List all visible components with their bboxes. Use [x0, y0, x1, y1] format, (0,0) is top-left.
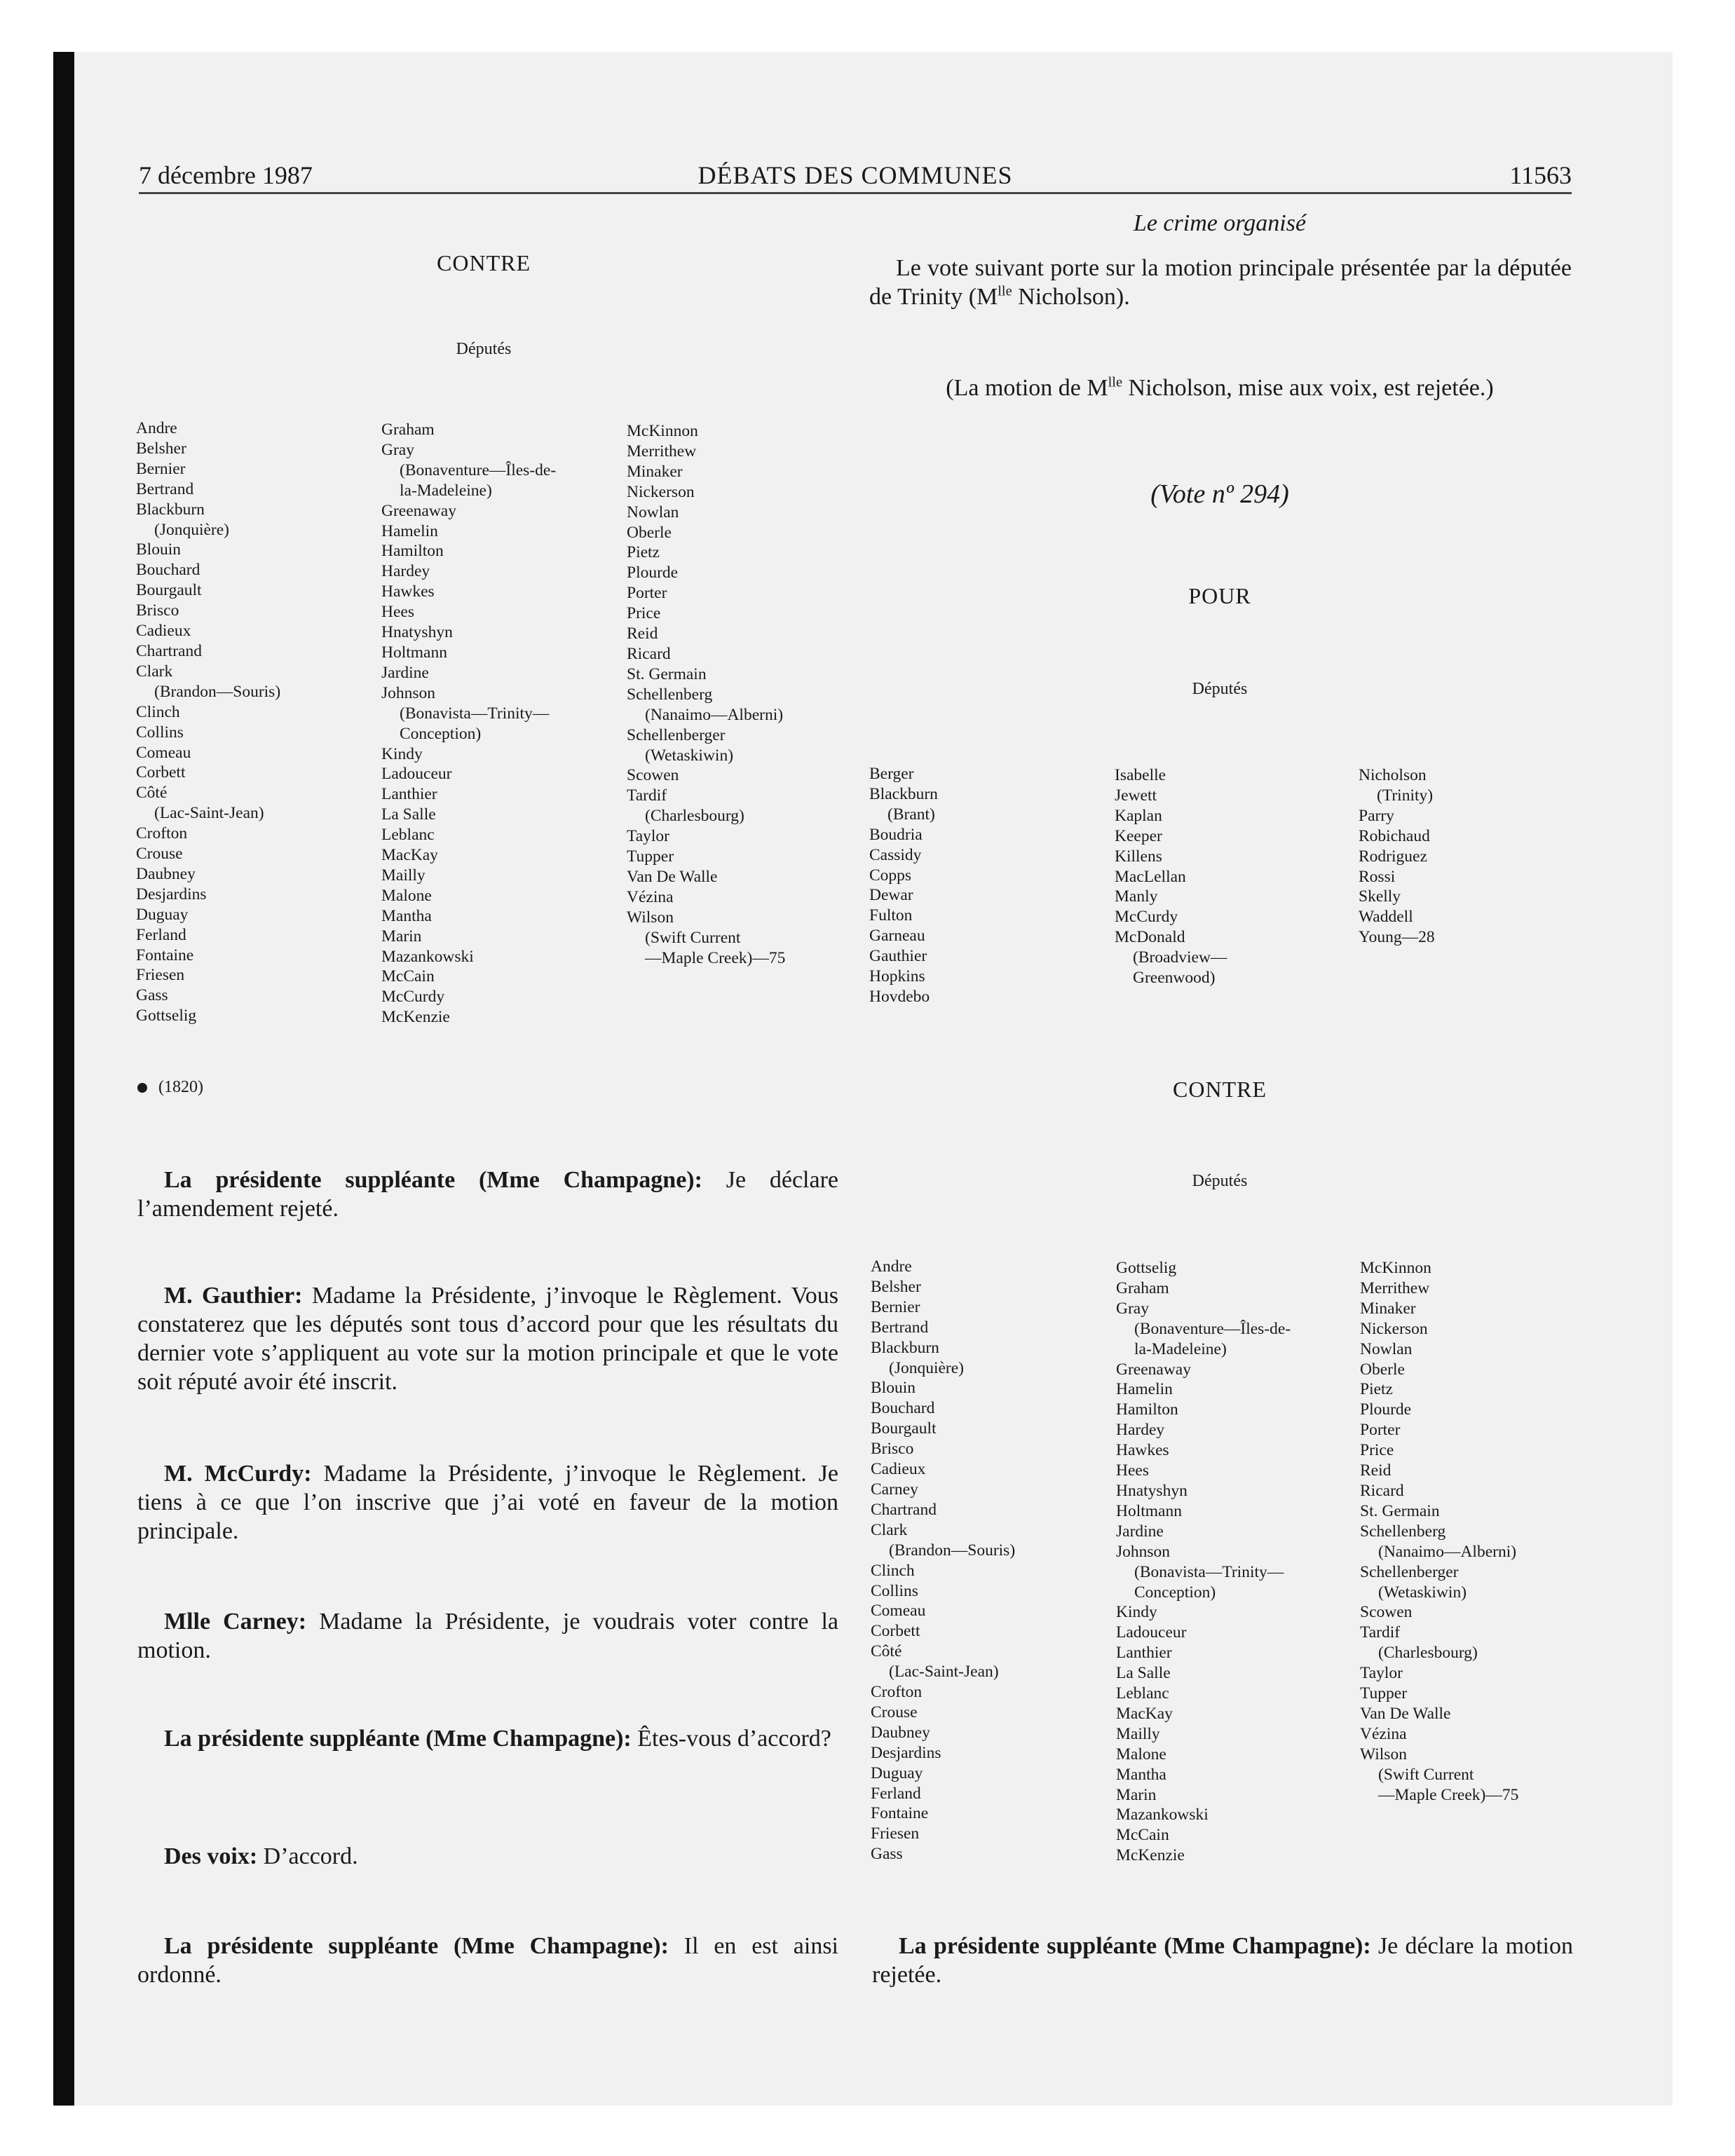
member-name: Fulton	[869, 906, 913, 925]
speech-paragraph	[137, 1459, 838, 1546]
member-name: Andre	[871, 1257, 912, 1276]
member-name: Belsher	[136, 439, 186, 458]
member-name: Gray	[1116, 1299, 1149, 1318]
speech-text: Madame la Présidente, j’invoque le Règlement. Vous constaterez que les députés sont tous d’accord pour que les résultats du dernier vote s’appliquent au vote sur la motion principale et que le vote soit réputé avoir été inscrit.	[137, 1283, 838, 1395]
left-contre-col-3	[627, 421, 785, 968]
member-name: Blouin	[136, 540, 181, 559]
member-name: Hopkins	[869, 967, 925, 986]
member-name: Manly	[1115, 887, 1158, 906]
member-name: Hamelin	[381, 521, 438, 540]
speaker: La présidente suppléante (Mme Champagne):	[899, 1933, 1371, 1959]
member-name: la-Madeleine)	[1134, 1339, 1227, 1358]
member-name: Minaker	[627, 462, 683, 481]
member-name: Graham	[381, 421, 435, 439]
member-name: Scowen	[627, 766, 679, 785]
member-name: McDonald	[1115, 928, 1185, 947]
member-name: Oberle	[1360, 1360, 1405, 1379]
member-name: Clinch	[136, 702, 180, 721]
speech-paragraph	[137, 1607, 838, 1665]
member-name: Mazankowski	[381, 947, 474, 966]
member-name: Mantha	[381, 906, 432, 925]
member-name: McCain	[1116, 1826, 1169, 1845]
speaker: Mlle Carney:	[164, 1609, 307, 1635]
member-name: Parry	[1359, 806, 1394, 825]
member-name: Cadieux	[136, 622, 191, 641]
member-name: Taylor	[1360, 1664, 1403, 1683]
member-name: Greenaway	[1116, 1360, 1191, 1379]
member-name: Côté	[871, 1642, 902, 1661]
member-name: Young—28	[1359, 928, 1435, 947]
member-name: Kindy	[381, 744, 423, 763]
member-name: Ladouceur	[381, 765, 452, 784]
member-name: Mantha	[1116, 1765, 1166, 1784]
member-name: Kaplan	[1115, 806, 1162, 825]
member-name: (Jonquière)	[889, 1358, 965, 1377]
member-name: Desjardins	[871, 1743, 941, 1762]
member-name: Graham	[1116, 1278, 1169, 1297]
member-name: Gray	[381, 440, 414, 459]
member-name: Hamelin	[1116, 1380, 1173, 1399]
member-name: Holtmann	[381, 643, 447, 662]
left-contre-heading: CONTRE	[437, 250, 531, 275]
member-name: Leblanc	[381, 826, 435, 845]
member-name: Malone	[381, 886, 432, 905]
right-contre-deputes-heading: Députés	[1192, 1172, 1248, 1190]
header-date: 7 décembre 1987	[139, 161, 313, 189]
vote-intro-text: Le vote suivant porte sur la motion principale présentée par la députée de Trinity (M	[869, 255, 1572, 310]
speaker: M. Gauthier:	[164, 1283, 303, 1309]
member-name: Corbett	[136, 763, 186, 782]
member-name: Merrithew	[1360, 1278, 1430, 1297]
member-name: Leblanc	[1116, 1684, 1169, 1703]
member-name: La Salle	[1116, 1664, 1171, 1683]
header-title: DÉBATS DES COMMUNES	[698, 161, 1013, 189]
member-name: (Jonquière)	[154, 520, 230, 539]
time-marker	[137, 1078, 203, 1097]
member-name: Waddell	[1359, 908, 1413, 927]
member-name: Porter	[627, 584, 667, 603]
speech-paragraph	[872, 1932, 1573, 1989]
member-name: Gass	[871, 1845, 903, 1864]
member-name: Bourgault	[871, 1419, 937, 1438]
member-name: Blackburn	[871, 1338, 939, 1357]
member-name: Lanthier	[1116, 1644, 1172, 1663]
member-name: Friesen	[136, 966, 185, 985]
header-page-number: 11563	[1509, 161, 1572, 189]
pour-col-3	[1359, 765, 1435, 948]
speech-paragraph	[137, 1724, 838, 1753]
vote-intro	[869, 254, 1572, 311]
member-name: (Bonavista—Trinity—	[400, 704, 550, 723]
member-name: Hawkes	[381, 582, 435, 601]
speech-text: Je déclare la motion rejetée.	[872, 1933, 1573, 1988]
member-name: Côté	[136, 784, 168, 803]
speech-text: Madame la Présidente, j’invoque le Règlement. Je tiens à ce que l’on inscrive que j’ai voté en faveur de la motion principale.	[137, 1461, 838, 1544]
speech-text: Je déclare l’amendement rejeté.	[137, 1167, 838, 1222]
member-name: Daubney	[871, 1723, 930, 1742]
member-name: Isabelle	[1115, 766, 1166, 784]
member-name: Minaker	[1360, 1299, 1416, 1318]
time-marker-text: (1820)	[158, 1078, 203, 1096]
member-name: Rossi	[1359, 867, 1396, 886]
member-name: Hnatyshyn	[1116, 1481, 1188, 1500]
member-name: Desjardins	[136, 885, 207, 903]
member-name: McKenzie	[1116, 1846, 1185, 1865]
member-name: la-Madeleine)	[400, 481, 492, 500]
member-name: Blackburn	[136, 500, 205, 519]
vote-result-text: (La motion de M	[946, 375, 1108, 401]
member-name: Porter	[1360, 1421, 1401, 1440]
member-name: Skelly	[1359, 887, 1401, 906]
member-name: Johnson	[381, 683, 436, 702]
member-name: McCurdy	[381, 988, 445, 1007]
member-name: (Bonaventure—Îles-de-	[1134, 1319, 1291, 1338]
member-name: Crouse	[136, 845, 183, 864]
member-name: Hamilton	[381, 542, 444, 561]
pour-col-1	[869, 764, 938, 1007]
member-name: Hees	[381, 603, 414, 622]
member-name: Hardey	[1116, 1421, 1165, 1440]
member-name: Gass	[136, 986, 168, 1005]
member-name: Bouchard	[871, 1399, 935, 1418]
member-name: Carney	[871, 1480, 918, 1499]
member-name: Greenaway	[381, 501, 456, 520]
member-name: Merrithew	[627, 442, 697, 460]
member-name: (Lac-Saint-Jean)	[154, 804, 264, 823]
member-name: Gottselig	[136, 1007, 197, 1025]
right-contre-heading: CONTRE	[1173, 1077, 1267, 1102]
member-name: Tupper	[627, 847, 674, 866]
member-name: Comeau	[871, 1602, 926, 1621]
member-name: Cadieux	[871, 1460, 926, 1479]
member-name: Mailly	[1116, 1724, 1160, 1743]
member-name: Jewett	[1115, 786, 1157, 805]
member-name: (Brant)	[887, 805, 935, 824]
member-name: Fontaine	[136, 946, 194, 964]
right-contre-col-1	[871, 1257, 1015, 1864]
vote-result-text-end: Nicholson, mise aux voix, est rejetée.)	[1122, 375, 1494, 401]
member-name: Malone	[1116, 1745, 1166, 1763]
member-name: Mazankowski	[1116, 1806, 1209, 1824]
member-name: Bertrand	[871, 1318, 929, 1337]
member-name: Oberle	[627, 523, 672, 542]
member-name: Brisco	[871, 1440, 914, 1459]
member-name: (Wetaskiwin)	[645, 746, 734, 765]
member-name: Collins	[136, 723, 184, 742]
speech-paragraph	[137, 1281, 838, 1396]
pour-heading: POUR	[1188, 583, 1251, 608]
member-name: Taylor	[627, 827, 669, 846]
member-name: La Salle	[381, 805, 436, 824]
speech-text: D’accord.	[257, 1843, 358, 1869]
member-name: Ferland	[136, 925, 186, 944]
member-name: St. Germain	[1360, 1501, 1440, 1520]
member-name: Andre	[136, 419, 177, 437]
member-name: Greenwood)	[1133, 969, 1216, 988]
member-name: Chartrand	[871, 1500, 937, 1519]
member-name: McKinnon	[627, 422, 698, 440]
member-name: Price	[627, 604, 661, 623]
member-name: Clark	[136, 662, 173, 681]
speech-paragraph	[137, 1842, 838, 1871]
member-name: (Brandon—Souris)	[889, 1541, 1016, 1560]
member-name: Reid	[1360, 1461, 1392, 1480]
member-name: Killens	[1115, 847, 1162, 866]
member-name: (Wetaskiwin)	[1378, 1583, 1467, 1602]
member-name: Tardif	[1360, 1623, 1401, 1642]
member-name: Bourgault	[136, 581, 202, 600]
member-name: Conception)	[400, 724, 482, 743]
member-name: McKinnon	[1360, 1259, 1431, 1277]
vote-number: (Vote nº 294)	[1150, 479, 1289, 509]
speech-paragraph	[137, 1932, 838, 1989]
member-name: Comeau	[136, 743, 191, 762]
member-name: Hees	[1116, 1461, 1149, 1480]
member-name: Clinch	[871, 1561, 915, 1580]
member-name: Hawkes	[1116, 1441, 1169, 1460]
vote-result-sup: lle	[1108, 374, 1123, 390]
member-name: Plourde	[627, 564, 679, 582]
member-name: Johnson	[1116, 1542, 1171, 1561]
member-name: Hardey	[381, 562, 430, 581]
left-contre-col-1	[136, 418, 280, 1026]
member-name: Pietz	[1360, 1380, 1393, 1399]
member-name: Hnatyshyn	[381, 623, 453, 642]
member-name: Jardine	[1116, 1522, 1164, 1541]
right-contre-col-2	[1116, 1258, 1291, 1866]
member-name: Pietz	[627, 543, 660, 562]
member-name: (Lac-Saint-Jean)	[889, 1663, 999, 1681]
speech-text: Il en est ainsi ordonné.	[137, 1933, 838, 1988]
vote-result	[869, 375, 1570, 402]
member-name: Blouin	[871, 1379, 916, 1398]
member-name: —Maple Creek)—75	[1378, 1785, 1519, 1804]
speaker: Des voix:	[164, 1843, 258, 1869]
right-contre-col-3	[1360, 1258, 1518, 1805]
member-name: Schellenberger	[1360, 1562, 1459, 1581]
member-name: McCain	[381, 967, 435, 986]
member-name: Marin	[1116, 1785, 1157, 1804]
speaker: M. McCurdy:	[164, 1461, 312, 1487]
member-name: Crouse	[871, 1703, 918, 1721]
member-name: Keeper	[1115, 826, 1162, 845]
member-name: Jardine	[381, 663, 429, 682]
member-name: Daubney	[136, 864, 196, 883]
member-name: Clark	[871, 1520, 908, 1539]
member-name: Dewar	[869, 886, 913, 905]
member-name: MacKay	[1116, 1704, 1173, 1723]
member-name: Nowlan	[1360, 1339, 1413, 1358]
member-name: (Bonaventure—Îles-de-	[400, 460, 557, 479]
page-header	[139, 160, 1572, 194]
member-name: —Maple Creek)—75	[645, 948, 786, 967]
member-name: Bernier	[871, 1297, 920, 1316]
member-name: Berger	[869, 765, 914, 783]
member-name: Schellenberger	[627, 725, 726, 744]
vote-intro-text-end: Nicholson).	[1012, 284, 1130, 310]
member-name: Hamilton	[1116, 1400, 1178, 1419]
member-name: (Nanaimo—Alberni)	[1378, 1542, 1517, 1561]
member-name: Schellenberg	[1360, 1522, 1446, 1541]
member-name: Nowlan	[627, 503, 679, 521]
member-name: Fontaine	[871, 1804, 929, 1823]
member-name: Van De Walle	[627, 867, 718, 886]
member-name: (Bonavista—Trinity—	[1134, 1562, 1284, 1581]
member-name: Blackburn	[869, 784, 938, 803]
bullet-icon	[137, 1083, 147, 1093]
member-name: Duguay	[136, 905, 189, 924]
member-name: Chartrand	[136, 641, 202, 660]
member-name: Vézina	[1360, 1724, 1407, 1743]
member-name: Cassidy	[869, 845, 922, 864]
member-name: MacKay	[381, 846, 438, 865]
member-name: (Swift Current	[1378, 1765, 1474, 1784]
member-name: Reid	[627, 625, 658, 643]
member-name: Copps	[869, 866, 912, 885]
member-name: Bernier	[136, 459, 186, 478]
left-contre-col-2	[381, 420, 556, 1028]
member-name: Bertrand	[136, 479, 194, 498]
member-name: (Nanaimo—Alberni)	[645, 705, 784, 724]
member-name: Friesen	[871, 1824, 920, 1843]
member-name: (Broadview—	[1133, 948, 1227, 967]
member-name: MacLellan	[1115, 867, 1186, 886]
member-name: Robichaud	[1359, 826, 1430, 845]
member-name: Ladouceur	[1116, 1623, 1187, 1642]
member-name: Tardif	[627, 786, 667, 805]
member-name: Ricard	[1360, 1481, 1404, 1500]
member-name: (Charlesbourg)	[1378, 1644, 1478, 1663]
member-name: Ricard	[627, 644, 671, 663]
member-name: Duguay	[871, 1763, 923, 1782]
member-name: McCurdy	[1115, 908, 1178, 927]
member-name: Collins	[871, 1581, 918, 1600]
member-name: (Charlesbourg)	[645, 807, 744, 826]
member-name: McKenzie	[381, 1008, 450, 1027]
speech-text: Êtes-vous d’accord?	[631, 1726, 831, 1752]
member-name: Lanthier	[381, 785, 437, 804]
speech-paragraph	[137, 1166, 838, 1223]
member-name: Mailly	[381, 866, 426, 885]
member-name: Scowen	[1360, 1603, 1413, 1622]
speaker: La présidente suppléante (Mme Champagne):	[164, 1167, 702, 1193]
member-name: Wilson	[627, 908, 674, 927]
member-name: Belsher	[871, 1277, 921, 1296]
member-name: (Trinity)	[1377, 786, 1434, 805]
pour-col-2	[1115, 765, 1227, 988]
member-name: Price	[1360, 1441, 1394, 1460]
member-name: Hovdebo	[869, 987, 930, 1006]
member-name: (Swift Current	[645, 928, 741, 947]
member-name: Crofton	[871, 1683, 923, 1702]
member-name: (Brandon—Souris)	[154, 682, 281, 701]
member-name: Nicholson	[1359, 766, 1427, 784]
section-title: Le crime organisé	[1133, 210, 1307, 236]
member-name: Boudria	[869, 825, 923, 844]
speech-text: Madame la Présidente, je voudrais voter contre la motion.	[137, 1609, 839, 1663]
member-name: St. Germain	[627, 664, 707, 683]
member-name: Rodriguez	[1359, 847, 1427, 866]
member-name: Kindy	[1116, 1603, 1157, 1622]
member-name: Nickerson	[627, 482, 695, 501]
member-name: Brisco	[136, 601, 179, 620]
member-name: Bouchard	[136, 561, 200, 580]
member-name: Marin	[381, 927, 422, 946]
member-name: Ferland	[871, 1784, 921, 1803]
left-deputes-heading: Députés	[456, 340, 512, 358]
member-name: Crofton	[136, 824, 188, 843]
member-name: Conception)	[1134, 1583, 1216, 1602]
member-name: Holtmann	[1116, 1501, 1182, 1520]
member-name: Garneau	[869, 927, 925, 946]
speaker: La présidente suppléante (Mme Champagne):	[164, 1933, 669, 1959]
member-name: Tupper	[1360, 1684, 1408, 1703]
member-name: Vézina	[627, 887, 674, 906]
member-name: Nickerson	[1360, 1319, 1428, 1338]
member-name: Gottselig	[1116, 1259, 1177, 1277]
member-name: Gauthier	[869, 947, 927, 966]
member-name: Schellenberg	[627, 685, 713, 704]
pour-deputes-heading: Députés	[1192, 680, 1248, 698]
member-name: Wilson	[1360, 1745, 1407, 1763]
vote-intro-sup: lle	[998, 283, 1012, 299]
member-name: Van De Walle	[1360, 1704, 1451, 1723]
member-name: Plourde	[1360, 1400, 1412, 1419]
member-name: Corbett	[871, 1622, 920, 1641]
speaker: La présidente suppléante (Mme Champagne):	[164, 1726, 632, 1752]
